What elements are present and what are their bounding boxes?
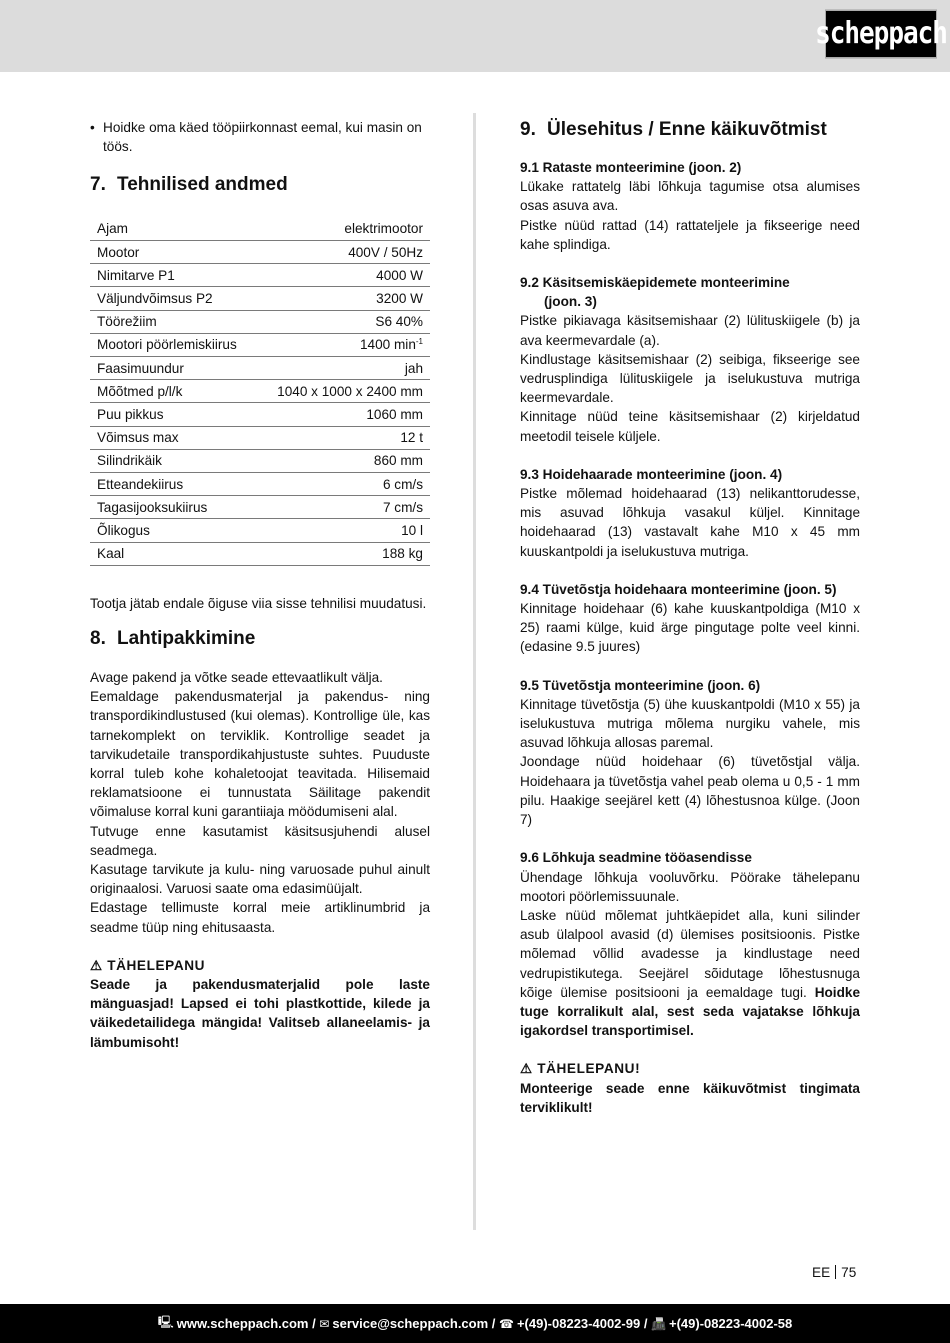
page-number	[812, 1265, 856, 1280]
footer-separator: /	[308, 1316, 320, 1331]
page-language: EE	[812, 1265, 831, 1280]
spec-value	[257, 403, 430, 426]
right-column	[520, 118, 860, 1117]
unpack-paragraph: Tutvuge enne kasutamist käsitsusjuhendi alusel seadmega.	[90, 823, 430, 858]
warning-text: Seade ja pakendusmaterjalid pole laste mänguasjad! Lapsed ei tohi plastkottide, kilede ja väikedetailidega mängida! Valitseb allaneelamis- ja lämbumisoht!	[90, 976, 430, 1050]
section-number: 9.	[520, 119, 536, 140]
subsection-title: 9.6 Lõhkuja seadmine tööasendisse	[520, 850, 752, 866]
spec-label: Võimsus max	[90, 426, 257, 449]
paragraph	[520, 906, 860, 1040]
scheppach-logo: scheppach	[825, 10, 937, 58]
tech-note: Tootja jätab endale õiguse viia sisse tehnilisi muudatusi.	[90, 595, 427, 611]
spec-value-exponent: -1	[415, 337, 423, 347]
spec-label: Puu pikkus	[90, 403, 257, 426]
phone-number[interactable]: +(49)-08223-4002-99	[516, 1316, 641, 1331]
spec-label: Tagasijooksukiirus	[90, 496, 257, 519]
spec-value	[257, 357, 430, 380]
spec-label: Faasimuundur	[90, 357, 257, 380]
spec-value	[257, 542, 430, 565]
spec-row	[90, 380, 430, 403]
spec-row	[90, 310, 430, 333]
website-link[interactable]: www.scheppach.com	[176, 1316, 309, 1331]
spec-value-text: 1400 min	[359, 337, 416, 353]
paragraph: Kinnitage nüüd teine käsitsemishaar (2) kirjeldatud meetodil teisele küljele.	[520, 409, 860, 444]
spec-label: Mootori pöörlemiskiirus	[90, 333, 257, 356]
footer-bar	[0, 1304, 950, 1343]
unpack-paragraph: Edastage tellimuste korral meie artiklinumbrid ja seadme tüüp ning ehitusaasta.	[90, 900, 430, 935]
subsection-title: 9.4 Tüvetõstja hoidehaara monteerimine (joon. 5)	[520, 581, 837, 597]
warning-heading	[90, 956, 430, 975]
spec-table	[90, 217, 430, 565]
subsection-title	[520, 273, 860, 311]
paragraph: Kinnitage hoidehaar (6) kahe kuuskantpoldiga (M10 x 25) raami külge, kuid ärge pingutage polte veel kinni. (edasine 9.5 juures)	[520, 601, 860, 655]
subsection-title-cont: (joon. 3)	[544, 294, 597, 310]
spec-row	[90, 264, 430, 287]
spec-value-text: 7 cm/s	[382, 499, 423, 515]
paragraph: Kinnitage tüvetõstja (5) ühe kuuskantpoldi (M10 x 55) ja iselukustuva mutriga mõlema nurgiku vahele, mis asuvad lõhkuja allosas paremal.	[520, 696, 860, 751]
warning-text: Monteerige seade enne käikuvõtmist tingimata terviklikult!	[520, 1080, 860, 1115]
footer-separator: /	[640, 1316, 652, 1331]
fax-icon: 📠	[651, 1316, 666, 1331]
spec-label: Töörežiim	[90, 310, 257, 333]
spec-row	[90, 403, 430, 426]
subsection-9-2	[520, 273, 860, 446]
spec-label: Ajam	[90, 217, 257, 240]
subsection-9-4	[520, 580, 860, 657]
subsection-9-3	[520, 465, 860, 561]
spec-value-text: 860 mm	[373, 453, 423, 469]
spec-value	[257, 241, 430, 264]
spec-label: Õlikogus	[90, 519, 257, 542]
spec-label: Mootor	[90, 241, 257, 264]
spec-label: Kaal	[90, 542, 257, 565]
page-number-separator	[835, 1265, 836, 1279]
warning-icon: ⚠	[520, 1061, 533, 1077]
paragraph: Ühendage lõhkuja vooluvõrku. Pöörake tähelepanu mootori pöörlemissuunale.	[520, 869, 860, 904]
warning-title: TÄHELEPANU	[107, 957, 206, 973]
spec-value-text: jah	[404, 360, 423, 376]
warning-heading	[520, 1059, 860, 1078]
spec-value-text: 1060 mm	[366, 407, 423, 422]
spec-value	[257, 519, 430, 542]
spec-value	[257, 310, 430, 333]
left-column	[90, 118, 430, 1052]
bullet-dot: •	[90, 120, 95, 135]
spec-value	[257, 333, 430, 356]
phone-icon: ☎	[499, 1316, 514, 1331]
subsection-title-line: 9.2 Käsitsemiskäepidemete monteerimine	[520, 275, 790, 291]
spec-value	[257, 426, 430, 449]
paragraph: Pistke nüüd rattad (14) rattateljele ja fikseerige need kahe splindiga.	[520, 217, 860, 252]
spec-value-text: 6 cm/s	[382, 476, 423, 492]
paragraph: Lükake rattatelg läbi lõhkuja tagumise otsa alumises osas asuva ava.	[520, 179, 860, 214]
section-title: Lahtipakkimine	[117, 627, 256, 649]
unpack-paragraph: Eemaldage pakendusmaterjal ja pakendus- ning transpordikindlustused (kui olemas). Kontrollige üle, kas tarnekomplekt on terviklik. Kontrollige seadet ja tarvikudetaile transpordikahjustuste suhtes. Puuduste korral tuleb kohe kohaletoojat teavitada. Hilisemaid reklamatsioone ei tunnustata Säilitage pakendit võimaluse korral kuni garantiiaja möödumiseni alal.	[90, 689, 430, 820]
subsection-title: 9.1 Rataste monteerimine (joon. 2)	[520, 160, 742, 175]
paragraph-bold-text: Hoidke tuge korralikult alal, sest seda vajatakse lõhkuja igakordsel transportimisel.	[520, 984, 861, 1039]
spec-value	[257, 472, 430, 495]
spec-row	[90, 519, 430, 542]
spec-row	[90, 472, 430, 495]
computer-icon: 🖳	[157, 1315, 174, 1329]
unpack-paragraph: Kasutage tarvikute ja kulu- ning varuosade puhul ainult originaalosi. Varuosi saate oma edasimüüjalt.	[90, 861, 430, 897]
spec-row	[90, 496, 430, 519]
spec-row	[90, 426, 430, 449]
spec-row	[90, 449, 430, 472]
spec-row	[90, 357, 430, 380]
spec-value	[257, 217, 430, 240]
warning-icon: ⚠	[90, 957, 103, 973]
spec-value-text: 188 kg	[382, 546, 423, 562]
warning-box	[520, 1059, 860, 1117]
spec-label: Nimitarve P1	[90, 264, 257, 287]
unpack-paragraph: Avage pakend ja võtke seade ettevaatlikult välja.	[90, 669, 383, 685]
paragraph: Joondage nüüd hoidehaar (6) tüvetõstjal välja. Hoidehaara ja tüvetõstja vahel peab olema u 0,5 - 1 mm pilu. Haakige seejärel kett (4) lõhestusnoa külge. (Joon 7)	[520, 754, 860, 828]
spec-row	[90, 241, 430, 264]
spec-row	[90, 333, 430, 356]
column-divider	[473, 113, 476, 1230]
footer-separator: /	[488, 1316, 500, 1331]
spec-value	[257, 496, 430, 519]
paragraph: Kindlustage käsitsemishaar (2) seibiga, fikseerige see vedrusplindiga lülituskiigele ja iselukustuva mutriga keermevardale.	[520, 351, 860, 406]
page-number-value: 75	[841, 1265, 857, 1280]
spec-label: Silindrikäik	[90, 449, 257, 472]
section-title: Ülesehitus / Enne käikuvõtmist	[547, 119, 827, 140]
bullet-item	[90, 118, 430, 156]
section-number: 7.	[90, 174, 106, 196]
subsection-9-5	[520, 676, 860, 830]
paragraph: Pistke mõlemad hoidehaarad (13) nelikanttorudesse, mis asuvad lõhkuja vasakul küljel. Kinnitage hoidehaarad (13) vastavalt kahe M10 x 45 mm kuuskantpoldi ja iselukustuva mutriga.	[520, 486, 860, 559]
subsection-title: 9.3 Hoidehaarade monteerimine (joon. 4)	[520, 466, 783, 482]
spec-value	[257, 449, 430, 472]
spec-label: Etteandekiirus	[90, 472, 257, 495]
spec-row	[90, 217, 430, 240]
bullet-text: Hoidke oma käed tööpiirkonnast eemal, kui masin on töös.	[103, 120, 422, 155]
spec-value-text: 12 t	[400, 430, 423, 446]
subsection-title: 9.5 Tüvetõstja monteerimine (joon. 6)	[520, 677, 761, 693]
spec-value-text: 10 l	[401, 522, 423, 538]
spec-value-text: 400V / 50Hz	[348, 244, 423, 260]
email-link[interactable]: service@scheppach.com	[332, 1316, 489, 1331]
spec-value-text: 3200 W	[376, 291, 423, 307]
paragraph-text: Laske nüüd mõlemat juhtkäepidet alla, kuni silinder asub ülalpool avasid (d) ülemises positsioonis. Pistke mõlemad võllid avadesse ja kindlustage need vedrupistikutega. Seejärel sõidutage lõhestusnuga kõige ülemise positsiooni ja eemaldage tugi.	[520, 907, 860, 1000]
spec-value	[257, 380, 430, 403]
paragraph: Pistke pikiavaga käsitsemishaar (2) lülituskiigele (b) ja ava keermevardale (a).	[520, 313, 860, 348]
subsection-9-1	[520, 158, 860, 254]
spec-row	[90, 542, 430, 565]
header-band	[0, 0, 950, 72]
spec-value-text: elektrimootor	[344, 221, 423, 237]
warning-title: TÄHELEPANU!	[537, 1061, 641, 1077]
fax-number: +(49)-08223-4002-58	[669, 1316, 793, 1331]
spec-value	[257, 264, 430, 287]
section-8-heading	[90, 627, 430, 651]
section-9-heading	[520, 118, 860, 142]
spec-value	[257, 287, 430, 310]
spec-label: Väljundvõimsus P2	[90, 287, 257, 310]
spec-value-text: 4000 W	[376, 267, 423, 283]
section-title: Tehnilised andmed	[117, 174, 288, 196]
subsection-9-6	[520, 848, 860, 1040]
section-7-heading	[90, 173, 430, 197]
spec-value-text: S6 40%	[375, 314, 423, 330]
mail-icon: ✉	[319, 1316, 330, 1331]
spec-label: Mõõtmed p/l/k	[90, 380, 257, 403]
warning-box	[90, 956, 430, 1052]
spec-value-text: 1040 x 1000 x 2400 mm	[277, 383, 423, 399]
spec-row	[90, 287, 430, 310]
section-number: 8.	[90, 627, 106, 649]
